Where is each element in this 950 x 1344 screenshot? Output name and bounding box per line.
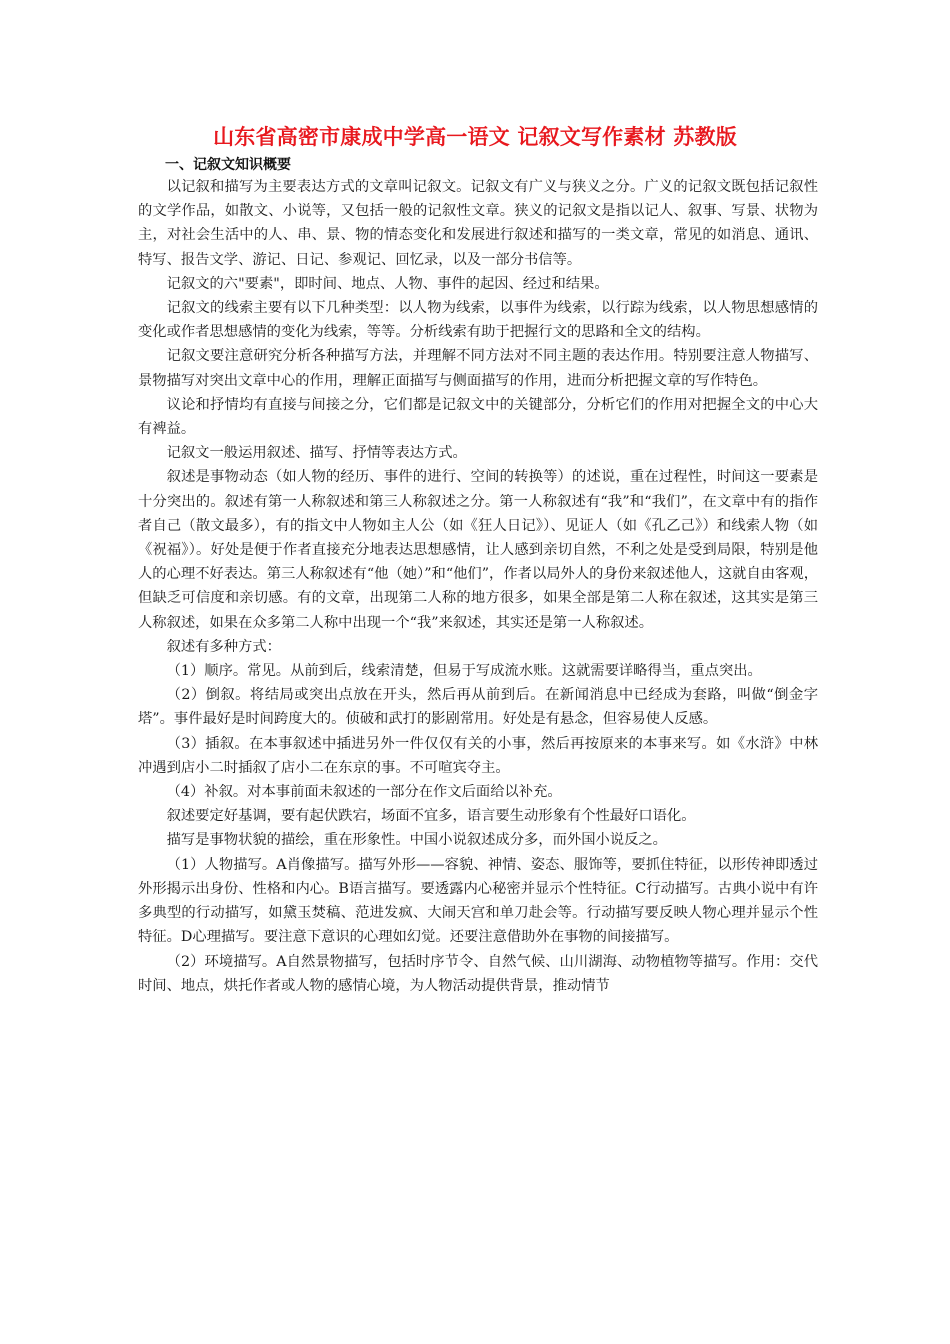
paragraph: 议论和抒情均有直接与间接之分，它们都是记叙文中的关键部分，分析它们的作用对把握全文的中心大有裨益。 — [138, 396, 818, 438]
paragraph: 记叙文的六"要素"，即时间、地点、人物、事件的起因、经过和结果。 — [166, 275, 609, 292]
paragraph: （4）补叙。对本事前面未叙述的一部分在作文后面给以补充。 — [166, 784, 562, 801]
paragraph: （1）顺序。常见。从前到后，线索清楚，但易于写成流水账。这就需要详略得当，重点突出。 — [166, 663, 762, 680]
document-title: 山东省高密市康成中学高一语文 记叙文写作素材 苏教版 — [213, 125, 737, 149]
paragraph: （2）环境描写。A自然景物描写，包括时序节令、自然气候、山川湖海、动物植物等描写。作用：交代时间、地点，烘托作者或人物的感情心境，为人物活动提供背景，推动情节 — [138, 953, 818, 994]
paragraph: 以记叙和描写为主要表达方式的文章叫记叙文。记叙文有广义与狭义之分。广义的记叙文既包括记叙性的文学作品，如散文、小说等，又包括一般的记叙性文章。狭义的记叙文是指以记人、叙事、写景、状物为主，对社会生活中的人、串、景、物的情态变化和发展进行叙述和描写的一类文章，常见的如消息、通讯、特写、报告文学、游记、日记、参观记、回忆录，以及一部分书信等。 — [138, 179, 818, 268]
paragraph: 记叙文要注意研究分析各种描写方法，并理解不同方法对不同主题的表达作用。特别要注意人物描写、景物描写对突出文章中心的作用，理解正面描写与侧面描写的作用，进而分析把握文章的写作特色。 — [138, 348, 818, 389]
paragraph: （3）插叙。在本事叙述中插进另外一件仅仅有关的小事，然后再按原来的本事来写。如《水浒》中林冲遇到店小二时插叙了店小二在东京的事。不可喧宾夺主。 — [138, 735, 818, 776]
paragraph: 叙述有多种方式： — [166, 638, 281, 655]
paragraph: 叙述要定好基调，要有起伏跌宕，场面不宜多，语言要生动形象有个性最好口语化。 — [166, 808, 696, 825]
paragraph: （2）倒叙。将结局或突出点放在开头，然后再从前到后。在新闻消息中已经成为套路，叫做“倒金字塔”。事件最好是时间跨度大的。侦破和武打的影剧常用。好处是有悬念，但容易使人反感。 — [138, 687, 818, 728]
paragraph: 记叙文的线索主要有以下几种类型：以人物为线索，以事件为线索，以行踪为线索，以人物思想感情的变化或作者思想感情的变化为线索，等等。分析线索有助于把握行文的思路和全文的结构。 — [138, 300, 818, 341]
section-heading: 一、记叙文知识概要 — [165, 157, 291, 173]
paragraph: （1）人物描写。A肖像描写。描写外形——容貌、神情、姿态、服饰等，要抓住特征，以形传神即透过外形揭示出身份、性格和内心。B语言描写。要透露内心秘密并显示个性特征。C行动描写。古典小说中有许多典型的行动描写，如黛玉焚稿、范进发疯、大闹天宫和单刀赴会等。行动描写要反映人物心理并显示个性特征。D心理描写。要注意下意识的心理如幻觉。还要注意借助外在事物的间接描写。 — [138, 856, 818, 946]
paragraph: 叙述是事物动态（如人物的经历、事件的进行、空间的转换等）的述说，重在过程性，时间这一要素是十分突出的。叙述有第一人称叙述和第三人称叙述之分。第一人称叙述有“我”和“我们”，在文章中有的指作者自己（散文最多），有的指文中人物如主人公（如《狂人日记》）、见证人（如《孔乙己》）和线索人物（如《祝福》）。好处是便于作者直接充分地表达思想感情，让人感到亲切自然，不利之处是受到局限，特别是他人的心理不好表达。第三人称叙述有“他（她）”和“他们”，作者以局外人的身份来叙述他人，这就自由客观，但缺乏可信度和亲切感。有的文章，出现第二人称的地方很多，如果全部是第二人称在叙述，这其实是第三人称叙述，如果在众多第二人称中出现一个“我”来叙述，其实还是第一人称叙述。 — [138, 469, 818, 631]
paragraph: 记叙文一般运用叙述、描写、抒情等表达方式。 — [166, 445, 467, 462]
paragraph: 描写是事物状貌的描绘，重在形象性。中国小说叙述成分多，而外国小说反之。 — [166, 832, 667, 849]
document-body — [138, 175, 818, 998]
